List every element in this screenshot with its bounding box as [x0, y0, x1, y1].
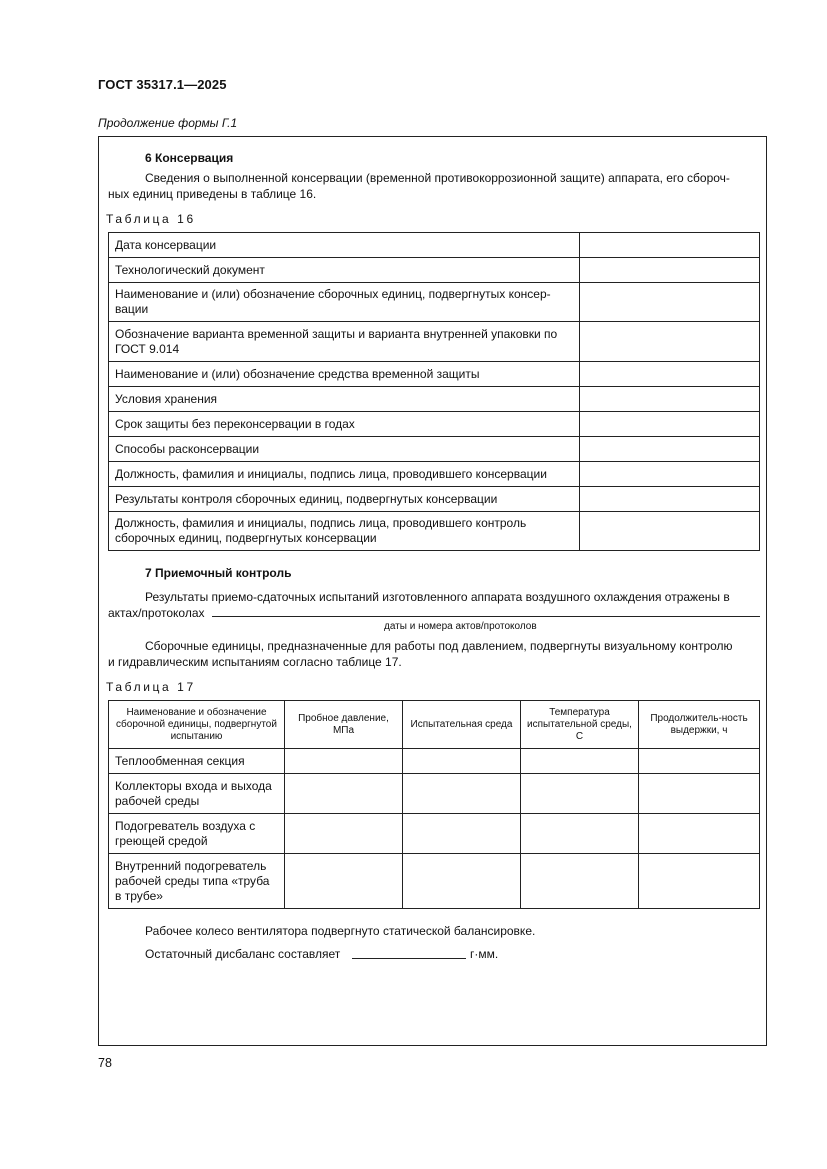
imbalance-label: Остаточный дисбаланс составляет	[145, 947, 341, 961]
duration-cell[interactable]	[639, 774, 760, 814]
row-label: Результаты контроля сборочных единиц, подвергнутых консервации	[109, 487, 580, 512]
medium-cell[interactable]	[403, 774, 521, 814]
table-row	[109, 437, 760, 462]
table-row	[109, 749, 760, 774]
page-number: 78	[98, 1056, 112, 1070]
column-header: Пробное давление, МПа	[285, 701, 403, 749]
table-header-row	[109, 701, 760, 749]
table-row	[109, 322, 760, 362]
unit-name: Подогреватель воздуха с греющей средой	[109, 814, 285, 854]
pressure-cell[interactable]	[285, 749, 403, 774]
value-cell[interactable]	[580, 233, 760, 258]
balancing-note: Рабочее колесо вентилятора подвергнуто статической балансировке.	[145, 924, 536, 938]
temperature-cell[interactable]	[521, 814, 639, 854]
table-16-caption: Таблица 16	[106, 212, 196, 226]
section-7-p2-line2: и гидравлическим испытаниям согласно таблице 17.	[108, 655, 402, 669]
table-row	[109, 462, 760, 487]
section-6-intro-line2: ных единиц приведены в таблице 16.	[108, 187, 317, 201]
row-label: Условия хранения	[109, 387, 580, 412]
table-row	[109, 233, 760, 258]
acts-protocols-field[interactable]	[212, 602, 760, 617]
value-cell[interactable]	[580, 512, 760, 551]
table-row	[109, 814, 760, 854]
row-label: Обозначение варианта временной защиты и варианта внутренней упаковки по ГОСТ 9.014	[109, 322, 580, 362]
pressure-cell[interactable]	[285, 814, 403, 854]
value-cell[interactable]	[580, 322, 760, 362]
pressure-cell[interactable]	[285, 854, 403, 909]
row-label: Наименование и (или) обозначение средства временной защиты	[109, 362, 580, 387]
table-row	[109, 283, 760, 322]
value-cell[interactable]	[580, 412, 760, 437]
table-17-caption: Таблица 17	[106, 680, 196, 694]
section-7-p2-line1: Сборочные единицы, предназначенные для работы под давлением, подвергнуты визуальному контролю	[145, 639, 733, 653]
section-6-title: 6 Консервация	[145, 151, 234, 165]
table-row	[109, 854, 760, 909]
row-label: Должность, фамилия и инициалы, подпись лица, проводившего контроль сборочных единиц, подвергнутых консервации	[109, 512, 580, 551]
value-cell[interactable]	[580, 362, 760, 387]
table-row	[109, 774, 760, 814]
value-cell[interactable]	[580, 387, 760, 412]
unit-name: Коллекторы входа и выхода рабочей среды	[109, 774, 285, 814]
table-row	[109, 487, 760, 512]
temperature-cell[interactable]	[521, 749, 639, 774]
duration-cell[interactable]	[639, 854, 760, 909]
medium-cell[interactable]	[403, 749, 521, 774]
row-label: Наименование и (или) обозначение сборочных единиц, подвергнутых консер-вации	[109, 283, 580, 322]
imbalance-field[interactable]	[352, 944, 466, 959]
duration-cell[interactable]	[639, 814, 760, 854]
medium-cell[interactable]	[403, 854, 521, 909]
table-row	[109, 412, 760, 437]
row-label: Технологический документ	[109, 258, 580, 283]
column-header: Продолжитель-ность выдержки, ч	[639, 701, 760, 749]
value-cell[interactable]	[580, 487, 760, 512]
value-cell[interactable]	[580, 462, 760, 487]
table-row	[109, 512, 760, 551]
row-label: Дата консервации	[109, 233, 580, 258]
section-7-title: 7 Приемочный контроль	[145, 566, 292, 580]
table-row	[109, 362, 760, 387]
duration-cell[interactable]	[639, 749, 760, 774]
table-16	[108, 232, 760, 551]
pressure-cell[interactable]	[285, 774, 403, 814]
acts-protocols-hint: даты и номера актов/протоколов	[384, 621, 537, 632]
value-cell[interactable]	[580, 258, 760, 283]
section-7-p1-line2: актах/протоколах	[108, 606, 205, 620]
form-continuation-note: Продолжение формы Г.1	[98, 116, 238, 130]
column-header: Наименование и обозначение сборочной единицы, подвергнутой испытанию	[109, 701, 285, 749]
table-17	[108, 700, 760, 909]
value-cell[interactable]	[580, 437, 760, 462]
unit-name: Теплообменная секция	[109, 749, 285, 774]
imbalance-unit: г·мм.	[470, 947, 499, 961]
temperature-cell[interactable]	[521, 774, 639, 814]
row-label: Должность, фамилия и инициалы, подпись лица, проводившего консервации	[109, 462, 580, 487]
section-6-intro-line1: Сведения о выполненной консервации (временной противокоррозионной защите) аппарата, его сбороч-	[145, 171, 730, 185]
document-code: ГОСТ 35317.1—2025	[98, 77, 227, 92]
table-row	[109, 387, 760, 412]
row-label: Способы расконсервации	[109, 437, 580, 462]
table-row	[109, 258, 760, 283]
section-7-p1-line1: Результаты приемо-сдаточных испытаний изготовленного аппарата воздушного охлаждения отражены в	[145, 590, 730, 604]
row-label: Срок защиты без переконсервации в годах	[109, 412, 580, 437]
column-header: Испытательная среда	[403, 701, 521, 749]
medium-cell[interactable]	[403, 814, 521, 854]
unit-name: Внутренний подогреватель рабочей среды типа «труба в трубе»	[109, 854, 285, 909]
column-header: Температура испытательной среды, С	[521, 701, 639, 749]
temperature-cell[interactable]	[521, 854, 639, 909]
value-cell[interactable]	[580, 283, 760, 322]
